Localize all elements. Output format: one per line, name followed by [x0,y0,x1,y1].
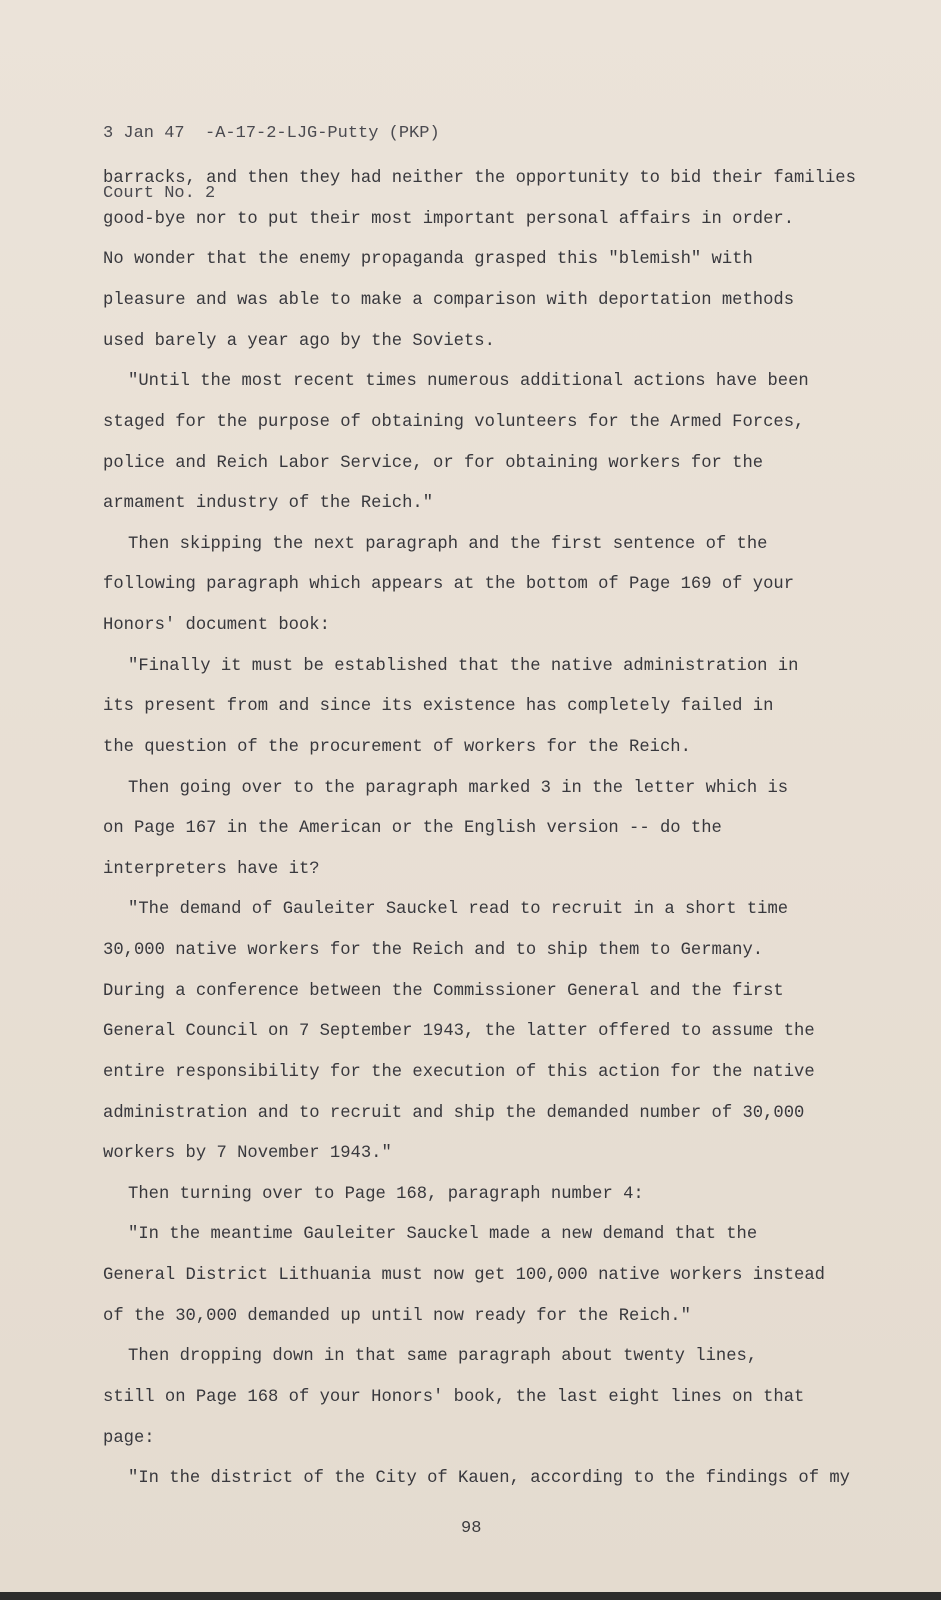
text-line: of the 30,000 demanded up until now ready for the Reich." [103,1307,691,1326]
text-line: following paragraph which appears at the bottom of Page 169 of your [103,575,795,594]
text-line: its present from and since its existence has completely failed in [103,697,774,716]
text-line: pleasure and was able to make a comparison with deportation methods [103,291,795,310]
text-line: good-bye nor to put their most important personal affairs in order. [103,210,795,229]
text-line: Honors' document book: [103,616,330,635]
text-line: on Page 167 in the American or the English version -- do the [103,819,722,838]
text-line: workers by 7 November 1943." [103,1144,392,1163]
text-line: barracks, and then they had neither the opportunity to bid their families [103,169,856,188]
text-line: Then turning over to Page 168, paragraph number 4: [128,1185,644,1204]
text-line: administration and to recruit and ship the demanded number of 30,000 [103,1104,805,1123]
text-line: armament industry of the Reich." [103,494,434,513]
text-line: No wonder that the enemy propaganda grasped this "blemish" with [103,250,753,269]
text-line: "Until the most recent times numerous additional actions have been [128,372,809,391]
text-line: used barely a year ago by the Soviets. [103,332,495,351]
text-line: General Council on 7 September 1943, the latter offered to assume the [103,1022,815,1041]
text-line: General District Lithuania must now get 100,000 native workers instead [103,1266,825,1285]
page-number: 98 [461,1519,482,1538]
header-court-number: Court No. 2 [103,184,216,203]
text-line: "The demand of Gauleiter Sauckel read to recruit in a short time [128,900,789,919]
scan-bottom-edge [0,1592,941,1600]
text-line: still on Page 168 of your Honors' book, the last eight lines on that [103,1388,805,1407]
text-line: "In the meantime Gauleiter Sauckel made a new demand that the [128,1225,758,1244]
text-line: police and Reich Labor Service, or for obtaining workers for the [103,454,764,473]
text-line: "In the district of the City of Kauen, according to the findings of my [128,1469,850,1488]
text-line: page: [103,1429,155,1448]
text-line: Then going over to the paragraph marked 3 in the letter which is [128,779,789,798]
text-line: staged for the purpose of obtaining volunteers for the Armed Forces, [103,413,805,432]
text-line: During a conference between the Commissioner General and the first [103,982,784,1001]
text-line: the question of the procurement of workers for the Reich. [103,738,691,757]
text-line: Then skipping the next paragraph and the first sentence of the [128,535,768,554]
text-line: entire responsibility for the execution of this action for the native [103,1063,815,1082]
header-date-reference: 3 Jan 47 -A-17-2-LJG-Putty (PKP) [103,124,440,143]
text-line: 30,000 native workers for the Reich and to ship them to Germany. [103,941,764,960]
text-line: "Finally it must be established that the native administration in [128,657,799,676]
text-line: interpreters have it? [103,860,320,879]
text-line: Then dropping down in that same paragraph about twenty lines, [128,1347,758,1366]
